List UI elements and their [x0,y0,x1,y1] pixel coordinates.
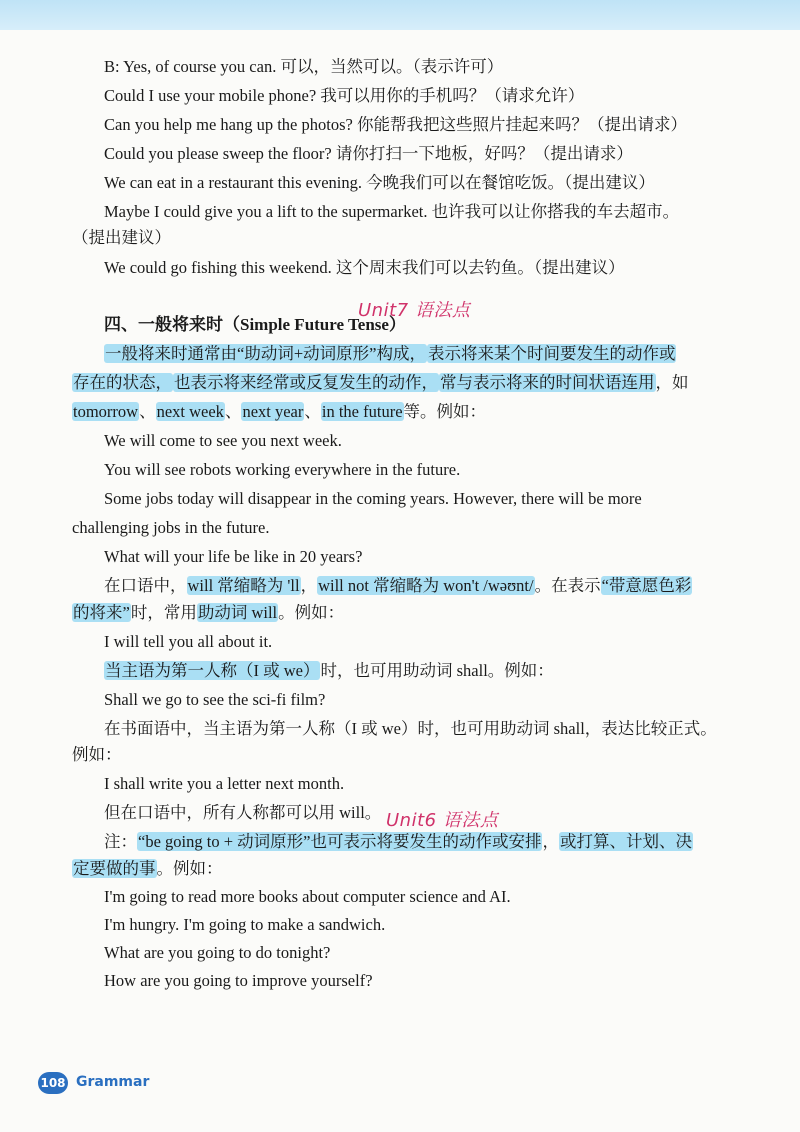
note-paragraph-line-2 [72,858,223,880]
note-paragraph-line-1 [104,831,693,853]
highlight: will 常缩略为 'll [187,576,300,595]
example-sentence: I'm hungry. I'm going to make a sandwich. [104,915,386,934]
footer-section-label: Grammar [76,1074,150,1090]
highlight: in the future [321,402,403,421]
highlight: “带意愿色彩 [601,576,692,595]
highlight: 也表示将来经常或反复发生的动作， [174,373,438,392]
text: 。例如： [278,603,345,622]
highlight: 或打算、计划、决 [559,832,692,851]
example-sentence: I'm going to read more books about computer science and AI. [104,887,511,906]
example-sentence: You will see robots working everywhere in the future. [104,460,461,479]
example-line-4: Could you please sweep the floor? 请你打扫一下地板，好吗？（提出请求） [104,144,633,163]
example-line-3: Can you help me hang up the photos? 你能帮我把这些照片挂起来吗？（提出请求） [104,115,687,134]
text: 时，常用 [130,603,197,622]
text: 时，也可用助动词 shall。例如： [320,661,554,680]
highlight: 表示将来某个时间要发生的动作或 [427,344,676,363]
rule-paragraph-line-1 [104,343,676,365]
spoken-paragraph: 但在口语中，所有人称都可以用 will。 [104,803,382,822]
top-color-band [0,0,800,30]
example-sentence: How are you going to improve yourself? [104,971,373,990]
example-line-7: （提出建议） [72,228,171,247]
contraction-paragraph-line-1 [104,575,692,597]
highlight: 常与表示将来的时间状语连用 [440,373,655,392]
highlight: 当主语为第一人称（I 或 we） [105,661,320,680]
text: 、 [224,402,242,421]
formal-paragraph-line-2: 例如： [72,745,122,764]
example-line-5: We can eat in a restaurant this evening. 今晚我们可以在餐馆吃饭。（提出建议） [104,173,655,192]
rule-paragraph-line-2 [72,372,689,394]
example-sentence: Some jobs today will disappear in the coming years. However, there will be more [104,489,642,508]
text: 等。例如： [403,402,487,421]
text: 、 [139,402,156,421]
example-line-1: B: Yes, of course you can. 可以，当然可以。（表示许可） [104,57,504,76]
example-line-8: We could go fishing this weekend. 这个周末我们可以去钓鱼。（提出建议） [104,258,625,277]
example-sentence: Shall we go to see the sci-fi film? [104,690,326,709]
text: 、 [304,402,321,421]
handwritten-note-unit6: Unit6 语法点 [386,810,499,831]
example-line-6: Maybe I could give you a lift to the supermarket. 也许我可以让你搭我的车去超市。 [104,202,680,221]
example-sentence: challenging jobs in the future. [72,518,270,537]
highlight: 定要做的事 [73,859,156,878]
highlight: 助动词 will [197,603,278,622]
section-heading: 四、一般将来时（Simple Future Tense） [104,315,406,334]
formal-paragraph-line-1: 在书面语中，当主语为第一人称（I 或 we）时，也可用助动词 shall，表达比较正式。 [104,719,717,738]
highlight: next week [156,402,224,421]
highlight: will not 常缩略为 won't /wəʊnt/ [318,576,534,595]
highlight: 的将来” [73,603,130,622]
text: 。例如： [156,859,223,878]
example-sentence: I shall write you a letter next month. [104,774,345,793]
text: 。在表示 [534,576,601,595]
highlight: 一般将来时通常由“助动词+动词原形”构成， [105,344,426,363]
example-line-2: Could I use your mobile phone? 我可以用你的手机吗？（请求允许） [104,86,585,105]
text: ， [300,576,318,595]
text: ， [542,832,559,851]
highlight: tomorrow [73,402,139,421]
example-sentence: We will come to see you next week. [104,431,342,450]
rule-paragraph-line-3 [72,401,486,423]
highlight: next year [242,402,304,421]
text: ，如 [655,373,689,392]
example-sentence: I will tell you all about it. [104,632,273,651]
contraction-paragraph-line-2 [72,602,344,624]
example-sentence: What will your life be like in 20 years? [104,547,363,566]
page-number-badge: 108 [38,1072,68,1094]
highlight: 存在的状态， [73,373,172,392]
text: 在口语中， [104,576,187,595]
text: 注： [104,832,137,851]
example-sentence: What are you going to do tonight? [104,943,331,962]
shall-paragraph [104,660,554,682]
handwritten-note-unit7: Unit7 语法点 [358,300,471,321]
highlight: “be going to + 动词原形”也可表示将要发生的动作或安排 [138,832,542,851]
